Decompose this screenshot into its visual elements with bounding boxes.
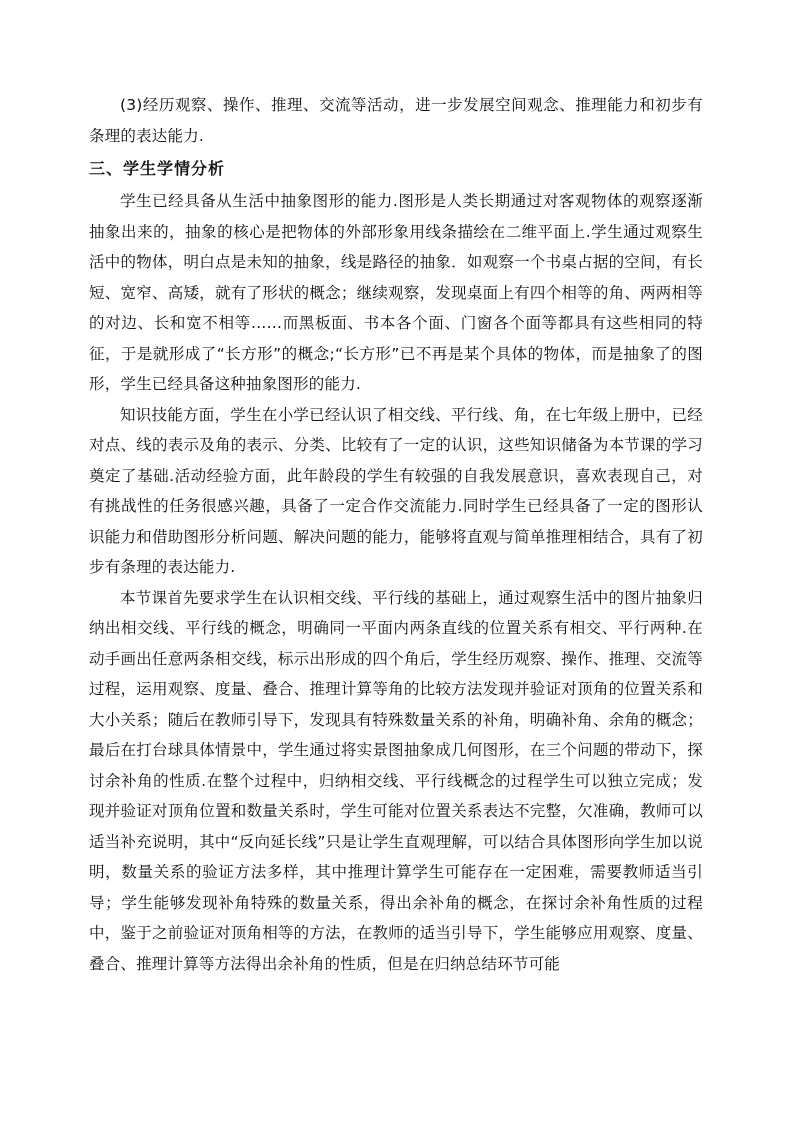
paragraph-objective-3: (3)经历观察、操作、推理、交流等活动，进一步发展空间观念、推理能力和初步有条理的表达能力. — [89, 96, 703, 145]
paragraph-abstraction-ability: 学生已经具备从生活中抽象图形的能力.图形是人类长期通过对客观物体的观察逐渐抽象出来的，抽象的核心是把物体的外部形象用线条描绘在二维平面上.学生通过观察生活中的物体，明白点是未知的抽象，线是路径的抽象．如观察一个书桌占据的空间，有长短、宽窄、高矮，就有了形状的概念；继续观察，发现桌面上有四个相等的角、两两相等的对边、长和宽不相等……而黑板面、书本各个面、门窗各个面等都具有这些相同的特征，于是就形成了“长方形”的概念;“长方形”已不再是某个具体的物体，而是抽象了的图形，学生已经具备这种抽象图形的能力. — [89, 192, 703, 393]
paragraph-lesson-process: 本节课首先要求学生在认识相交线、平行线的基础上，通过观察生活中的图片抽象归纳出相交线、平行线的概念，明确同一平面内两条直线的位置关系有相交、平行两种.在动手画出任意两条相交线，标示出形成的四个角后，学生经历观察、操作、推理、交流等过程，运用观察、度量、叠合、推理计算等角的比较方法发现并验证对顶角的位置关系和大小关系；随后在教师引导下，发现具有特殊数量关系的补角，明确补角、余角的概念；最后在打台球具体情景中，学生通过将实景图抽象成几何图形，在三个问题的带动下，探讨余补角的性质.在整个过程中，归纳相交线、平行线概念的过程学生可以独立完成；发现并验证对顶角位置和数量关系时，学生可能对位置关系表达不完整，欠准确，教师可以适当补充说明，其中“反向延长线”只是让学生直观理解，可以结合具体图形向学生加以说明，数量关系的验证方法多样，其中推理计算学生可能存在一定困难，需要教师适当引导；学生能够发现补角特殊的数量关系，得出余补角的概念，在探讨余补角性质的过程中，鉴于之前验证对顶角相等的方法，在教师的适当引导下，学生能够应用观察、度量、叠合、推理计算等方法得出余补角的性质，但是在归纳总结环节可能 — [89, 588, 703, 973]
paragraph-knowledge-skills: 知识技能方面，学生在小学已经认识了相交线、平行线、角，在七年级上册中，已经对点、线的表示及角的表示、分类、比较有了一定的认识，这些知识储备为本节课的学习奠定了基础.活动经验方面，此年龄段的学生有较强的自我发展意识，喜欢表现自己，对有挑战性的任务很感兴趣，具备了一定合作交流能力.同时学生已经具备了一定的图形认识能力和借助图形分析问题、解决问题的能力，能够将直观与简单推理相结合，具有了初步有条理的表达能力. — [89, 405, 703, 576]
document-body — [89, 90, 703, 979]
section-heading: 三、学生学情分析 — [89, 159, 226, 178]
